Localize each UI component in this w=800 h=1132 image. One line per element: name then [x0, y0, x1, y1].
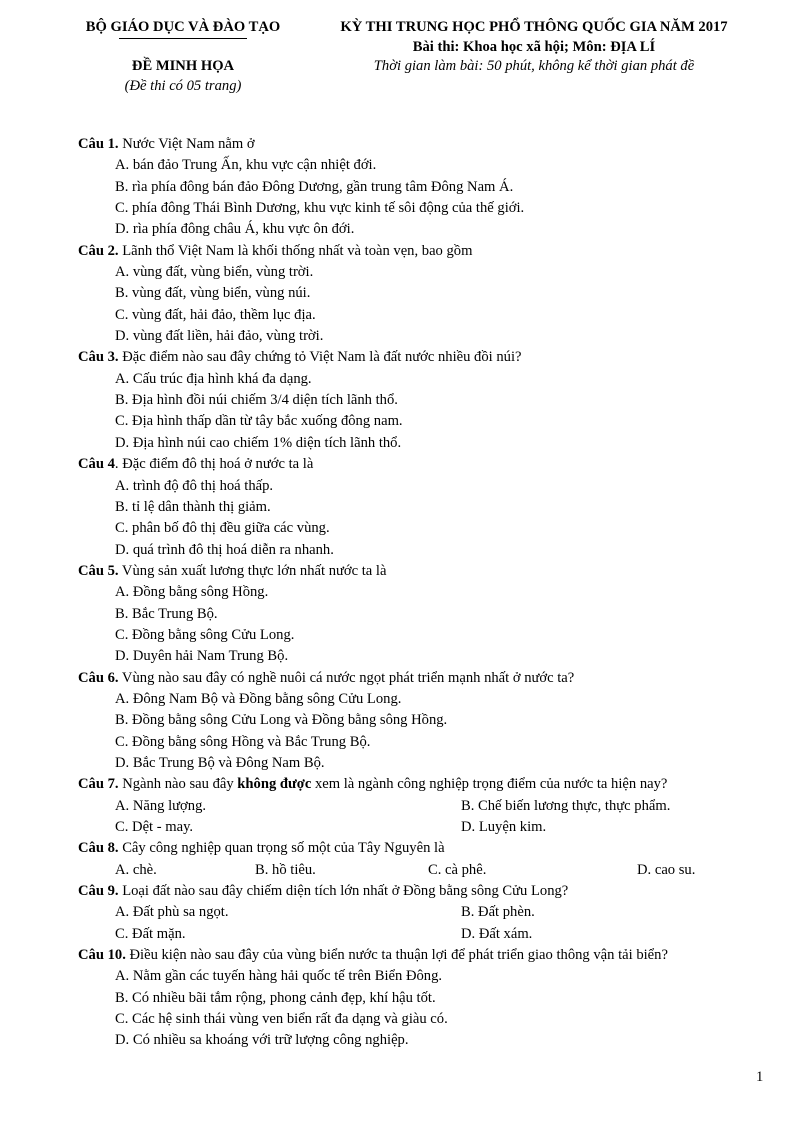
time-note: Thời gian làm bài: 50 phút, không kể thời gian phát đề: [373, 58, 695, 74]
answer-options: [78, 476, 758, 561]
question-number: Câu 8.: [78, 840, 119, 857]
option-b: B. tỉ lệ dân thành thị giảm.: [115, 498, 271, 515]
header-right: [308, 16, 760, 76]
option-d: D. quá trình đô thị hoá diễn ra nhanh.: [115, 541, 334, 558]
option-c: C. vùng đất, hải đảo, thềm lục địa.: [115, 306, 316, 323]
question-number: Câu 10.: [78, 947, 126, 964]
question-text: Vùng nào sau đây có nghề nuôi cá nước ngọt phát triển mạnh nhất ở nước ta?: [118, 669, 575, 686]
option-d: D. Luyện kim.: [461, 819, 547, 835]
option-b: B. rìa phía đông bán đảo Đông Dương, gần trung tâm Đông Nam Á.: [115, 178, 514, 195]
option-a: A. Đất phù sa ngọt.: [115, 904, 229, 921]
answer-options: [78, 966, 758, 1051]
option-c: C. Địa hình thấp dần từ tây bắc xuống đông nam.: [115, 413, 403, 430]
option-b: B. Chế biến lương thực, thực phẩm.: [461, 797, 671, 814]
ministry-underline: [119, 38, 247, 39]
question-stem: [78, 945, 758, 966]
option-d: D. cao su.: [637, 861, 696, 878]
option-a: A. Nằm gần các tuyến hàng hải quốc tế trên Biển Đông.: [115, 968, 443, 985]
option-d: D. rìa phía đông châu Á, khu vực ôn đới.: [115, 221, 355, 238]
question-3: [78, 347, 758, 454]
option-a: A. Cấu trúc địa hình khá đa dạng.: [115, 370, 312, 387]
question-4: [78, 454, 758, 561]
question-stem: [78, 838, 758, 859]
option-c: C. Đồng bằng sông Hồng và Bắc Trung Bộ.: [115, 733, 371, 750]
question-number: Câu 5.: [78, 562, 119, 579]
option-a: A. bán đảo Trung Ấn, khu vực cận nhiệt đới.: [115, 157, 377, 174]
question-list: [78, 134, 758, 1052]
exam-title: KỲ THI TRUNG HỌC PHỔ THÔNG QUỐC GIA NĂM 2017: [340, 19, 728, 35]
question-9: [78, 881, 758, 945]
question-stem: [78, 881, 758, 902]
question-text: Nước Việt Nam nằm ở: [118, 136, 255, 152]
option-a: A. Đồng bằng sông Hồng.: [115, 584, 269, 601]
exam-code: ĐỀ MINH HỌA: [131, 58, 235, 74]
answer-options: [78, 582, 758, 667]
answer-options: [78, 262, 758, 347]
question-text: . Đặc điểm đô thị hoá ở nước ta là: [114, 456, 314, 473]
option-b: B. vùng đất, vùng biển, vùng núi.: [115, 285, 311, 302]
question-number: Câu 9.: [78, 883, 119, 900]
header-left: [68, 16, 298, 96]
question-text: Lãnh thổ Việt Nam là khối thống nhất và toàn vẹn, bao gồm: [118, 242, 473, 259]
option-a: A. vùng đất, vùng biển, vùng trời.: [115, 264, 314, 281]
page-count-note: (Đề thi có 05 trang): [124, 78, 242, 94]
question-text-after: xem là ngành công nghiệp trọng điểm của nước ta hiện nay?: [311, 776, 668, 793]
question-1: [78, 134, 758, 241]
question-stem: [78, 134, 758, 155]
option-d: D. vùng đất liền, hải đảo, vùng trời.: [115, 328, 324, 345]
option-d: D. Bắc Trung Bộ và Đông Nam Bộ.: [115, 754, 325, 771]
page-number: 1: [756, 1069, 764, 1085]
option-c: C. phân bố đô thị đều giữa các vùng.: [115, 520, 330, 537]
answer-options: [78, 689, 758, 774]
option-a: A. Năng lượng.: [115, 797, 207, 814]
answer-options: [78, 860, 758, 881]
option-d: D. Địa hình núi cao chiếm 1% diện tích lãnh thổ.: [115, 434, 402, 451]
question-8: [78, 838, 758, 881]
option-c: C. Đồng bằng sông Cửu Long.: [115, 626, 295, 643]
option-c: C. cà phê.: [428, 861, 487, 878]
question-2: [78, 241, 758, 348]
question-number: Câu 4: [78, 456, 115, 473]
question-stem: [78, 774, 758, 795]
question-text: Loại đất nào sau đây chiếm diện tích lớn nhất ở Đồng bằng sông Cửu Long?: [118, 883, 569, 900]
question-number: Câu 2.: [78, 242, 119, 259]
question-number: Câu 3.: [78, 349, 119, 366]
option-b: B. Đồng bằng sông Cửu Long và Đồng bằng sông Hồng.: [115, 712, 448, 729]
question-stem: [78, 347, 758, 368]
question-text: Cây công nghiệp quan trọng số một của Tây Nguyên là: [118, 840, 445, 857]
question-10: [78, 945, 758, 1052]
answer-options: [78, 902, 758, 945]
question-7: [78, 774, 758, 838]
question-5: [78, 561, 758, 668]
question-number: Câu 7.: [78, 776, 119, 793]
question-number: Câu 6.: [78, 669, 119, 686]
option-b: B. Đất phèn.: [461, 904, 535, 921]
option-b: B. Có nhiều bãi tắm rộng, phong cảnh đẹp, khí hậu tốt.: [115, 989, 436, 1006]
question-text: Đặc điểm nào sau đây chứng tỏ Việt Nam là đất nước nhiều đồi núi?: [118, 349, 522, 366]
question-6: [78, 668, 758, 775]
question-text: Vùng sản xuất lương thực lớn nhất nước ta là: [118, 562, 387, 579]
question-text: Điều kiện nào sau đây của vùng biển nước ta thuận lợi để phát triển giao thông vận tải biển?: [125, 947, 668, 964]
answer-options: [78, 796, 758, 839]
option-c: C. Các hệ sinh thái vùng ven biển rất đa dạng và giàu có.: [115, 1011, 448, 1028]
question-stem: [78, 241, 758, 262]
option-c: C. Đất mặn.: [115, 925, 186, 942]
answer-options: [78, 155, 758, 240]
option-d: D. Duyên hải Nam Trung Bộ.: [115, 648, 289, 665]
option-b: B. Bắc Trung Bộ.: [115, 605, 218, 622]
option-c: C. Dệt - may.: [115, 819, 194, 835]
question-stem: [78, 454, 758, 475]
question-number: Câu 1.: [78, 136, 119, 152]
exam-subject: Bài thi: Khoa học xã hội; Môn: ĐỊA LÍ: [412, 39, 656, 55]
option-b: B. hồ tiêu.: [255, 861, 316, 878]
option-d: D. Có nhiều sa khoáng với trữ lượng công nghiệp.: [115, 1032, 409, 1049]
option-b: B. Địa hình đồi núi chiếm 3/4 diện tích lãnh thổ.: [115, 392, 398, 409]
question-text-before: Ngành nào sau đây: [118, 776, 238, 793]
option-a: A. Đông Nam Bộ và Đồng bằng sông Cửu Long.: [115, 690, 402, 707]
option-c: C. phía đông Thái Bình Dương, khu vực kinh tế sôi động của thế giới.: [115, 200, 525, 217]
question-emphasis: không được: [237, 776, 312, 793]
option-a: A. chè.: [115, 861, 157, 878]
option-a: A. trình độ đô thị hoá thấp.: [115, 477, 274, 494]
question-stem: [78, 668, 758, 689]
option-d: D. Đất xám.: [461, 925, 533, 942]
ministry-name: BỘ GIÁO DỤC VÀ ĐÀO TẠO: [85, 19, 281, 35]
question-stem: [78, 561, 758, 582]
answer-options: [78, 369, 758, 454]
